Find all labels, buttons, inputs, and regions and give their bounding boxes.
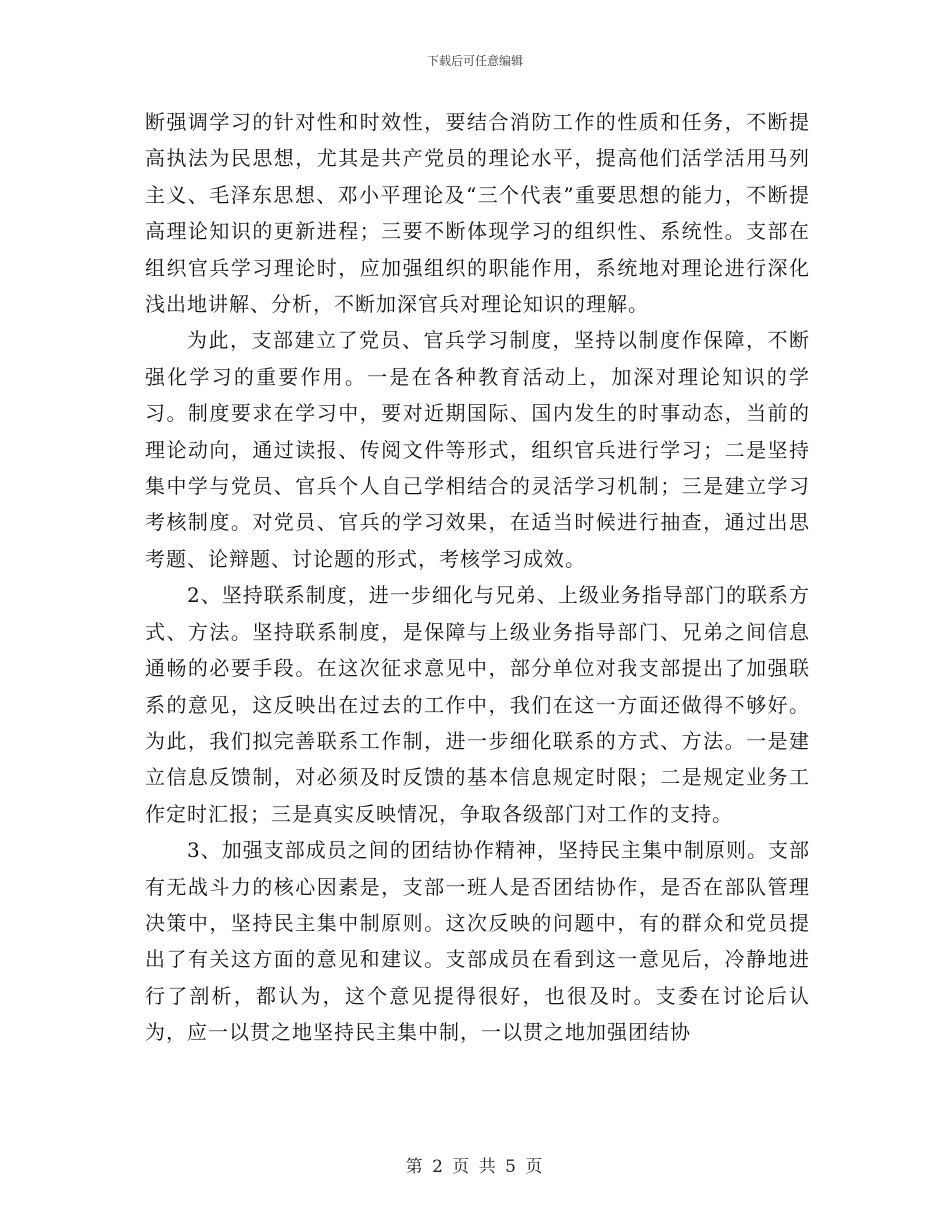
page-footer: 第 2 页 共 5 页 <box>405 1157 545 1177</box>
document-body <box>145 104 810 1051</box>
page-header: 下载后可任意编辑 <box>426 54 523 68</box>
paragraph-continuation: 断强调学习的针对性和时效性，要结合消防工作的性质和任务，不断提高执法为民思想，尤其是共产党员的理论水平，提高他们活学活用马列主义、毛泽东思想、邓小平理论及“三个代表”重要思想的能力，不断提高理论知识的更新进程；三要不断体现学习的组织性、系统性。支部在组织官兵学习理论时，应加强组织的职能作用，系统地对理论进行深化浅出地讲解、分析，不断加深官兵对理论知识的理解。 <box>145 110 810 317</box>
paragraph-contact-system: 2、坚持联系制度，进一步细化与兄弟、上级业务指导部门的联系方式、方法。坚持联系制度，是保障与上级业务指导部门、兄弟之间信息通畅的必要手段。在这次征求意见中，部分单位对我支部提出了加强联系的意见，这反映出在过去的工作中，我们在这一方面还做得不够好。为此，我们拟完善联系工作制，进一步细化联系的方式、方法。一是建立信息反馈制，对必须及时反馈的基本信息规定时限；二是规定业务工作定时汇报；三是真实反映情况，争取各级部门对工作的支持。 <box>145 583 810 826</box>
paragraph-study-system: 为此，支部建立了党员、官兵学习制度，坚持以制度作保障，不断强化学习的重要作用。一是在各种教育活动上，加深对理论知识的学习。制度要求在学习中，要对近期国际、国内发生的时事动态，当前的理论动向，通过读报、传阅文件等形式，组织官兵进行学习；二是坚持集中学与党员、官兵个人自己学相结合的灵活学习机制；三是建立学习考核制度。对党员、官兵的学习效果，在适当时候进行抽查，通过出思考题、论辩题、讨论题的形式，考核学习成效。 <box>145 328 810 571</box>
paragraph-unity-cooperation: 3、加强支部成员之间的团结协作精神，坚持民主集中制原则。支部有无战斗力的核心因素是，支部一班人是否团结协作，是否在部队管理决策中，坚持民主集中制原则。这次反映的问题中，有的群众和党员提出了有关这方面的意见和建议。支部成员在看到这一意见后，冷静地进行了剖析，都认为，这个意见提得很好，也很及时。支委在讨论后认为，应一以贯之地坚持民主集中制，一以贯之地加强团结协 <box>145 838 810 1045</box>
